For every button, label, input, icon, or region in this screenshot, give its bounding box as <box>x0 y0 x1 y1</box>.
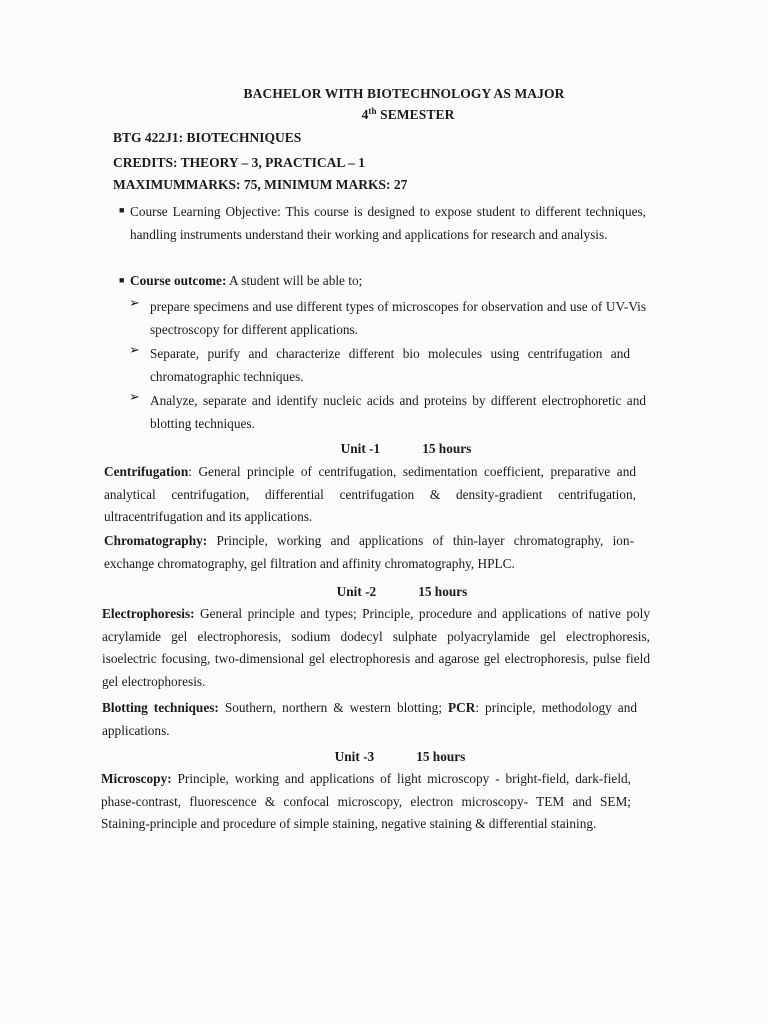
unit-heading <box>22 441 768 457</box>
course-outcome-text: A student will be able to; <box>226 273 363 288</box>
course-outcome <box>130 270 646 293</box>
arrow-bullet-icon: ➢ <box>129 389 140 404</box>
arrow-bullet-icon: ➢ <box>129 295 140 310</box>
square-bullet-icon: ■ <box>119 275 125 285</box>
semester-title <box>24 107 768 123</box>
semester-number: 4 <box>361 107 369 122</box>
unit-label: Unit -1 <box>340 441 381 456</box>
topic-text: General principle and types; Principle, procedure and applications of native poly acrylamide gel electrophoresis, sodium dodecyl sulphate polyacrylamide gel electrophoresis, isoelectric focusing, two-dimensional gel electrophoresis and agarose gel electrophoresis, pulse field gel electrophoresis. <box>102 606 650 689</box>
unit-topic <box>102 697 637 742</box>
topic-term: Electrophoresis: <box>102 606 195 621</box>
topic-term: Blotting techniques: <box>102 700 219 715</box>
course-code-title: BTG 422J1: BIOTECHNIQUES <box>113 130 302 145</box>
unit-topic <box>102 603 650 693</box>
square-bullet-icon: ■ <box>119 205 125 215</box>
unit-label: Unit -3 <box>334 749 375 764</box>
unit-topic <box>104 530 634 575</box>
topic-term: Chromatography: <box>104 533 208 548</box>
arrow-bullet-icon: ➢ <box>129 342 140 357</box>
topic-text: Principle, working and applications of light microscopy - bright-field, dark-field, phase-contrast, fluorescence & confocal microscopy, electron microscopy- TEM and SEM; Staining-principle and procedure of simple staining, negative staining & differential staining. <box>101 771 631 831</box>
topic-term-secondary: PCR <box>448 700 476 715</box>
topic-term: Centrifugation <box>104 464 189 479</box>
outcome-item: Separate, purify and characterize different bio molecules using centrifugation and chromatographic techniques. <box>150 346 630 384</box>
outcome-item: prepare specimens and use different types of microscopes for observation and use of UV-Vis spectroscopy for different applications. <box>150 299 646 337</box>
course-marks: MAXIMUMMARKS: 75, MINIMUM MARKS: 27 <box>113 177 408 192</box>
unit-label: Unit -2 <box>336 584 377 599</box>
topic-separator: : <box>188 464 199 479</box>
program-title: BACHELOR WITH BIOTECHNOLOGY AS MAJOR <box>243 86 565 101</box>
unit-topic <box>101 768 631 836</box>
topic-text-secondary: : principle, methodology and applications. <box>102 700 638 738</box>
unit-topic <box>104 461 636 529</box>
semester-superscript: th <box>368 106 377 116</box>
semester-word: SEMESTER <box>376 107 455 122</box>
unit-heading <box>18 584 768 600</box>
topic-text: General principle of centrifugation, sedimentation coefficient, preparative and analytical centrifugation, differential centrifugation & density-gradient centrifugation, ultracentrifugation and its applications. <box>104 464 636 524</box>
course-credits: CREDITS: THEORY – 3, PRACTICAL – 1 <box>113 155 365 170</box>
unit-heading <box>16 749 768 765</box>
course-outcome-label: Course outcome: <box>130 273 227 288</box>
outcome-item: Analyze, separate and identify nucleic acids and proteins by different electrophoretic and blotting techniques. <box>150 393 646 431</box>
unit-hours: 15 hours <box>416 749 466 764</box>
topic-text: Southern, northern & western blotting; <box>224 700 449 715</box>
course-objective: Course Learning Objective: This course is designed to expose student to different techniques, handling instruments understand their working and applications for research and analysis. <box>130 204 646 242</box>
topic-term: Microscopy: <box>101 771 172 786</box>
unit-hours: 15 hours <box>422 441 472 456</box>
topic-text: Principle, working and applications of thin-layer chromatography, ion-exchange chromatography, gel filtration and affinity chromatography, HPLC. <box>104 533 634 571</box>
unit-hours: 15 hours <box>418 584 468 599</box>
